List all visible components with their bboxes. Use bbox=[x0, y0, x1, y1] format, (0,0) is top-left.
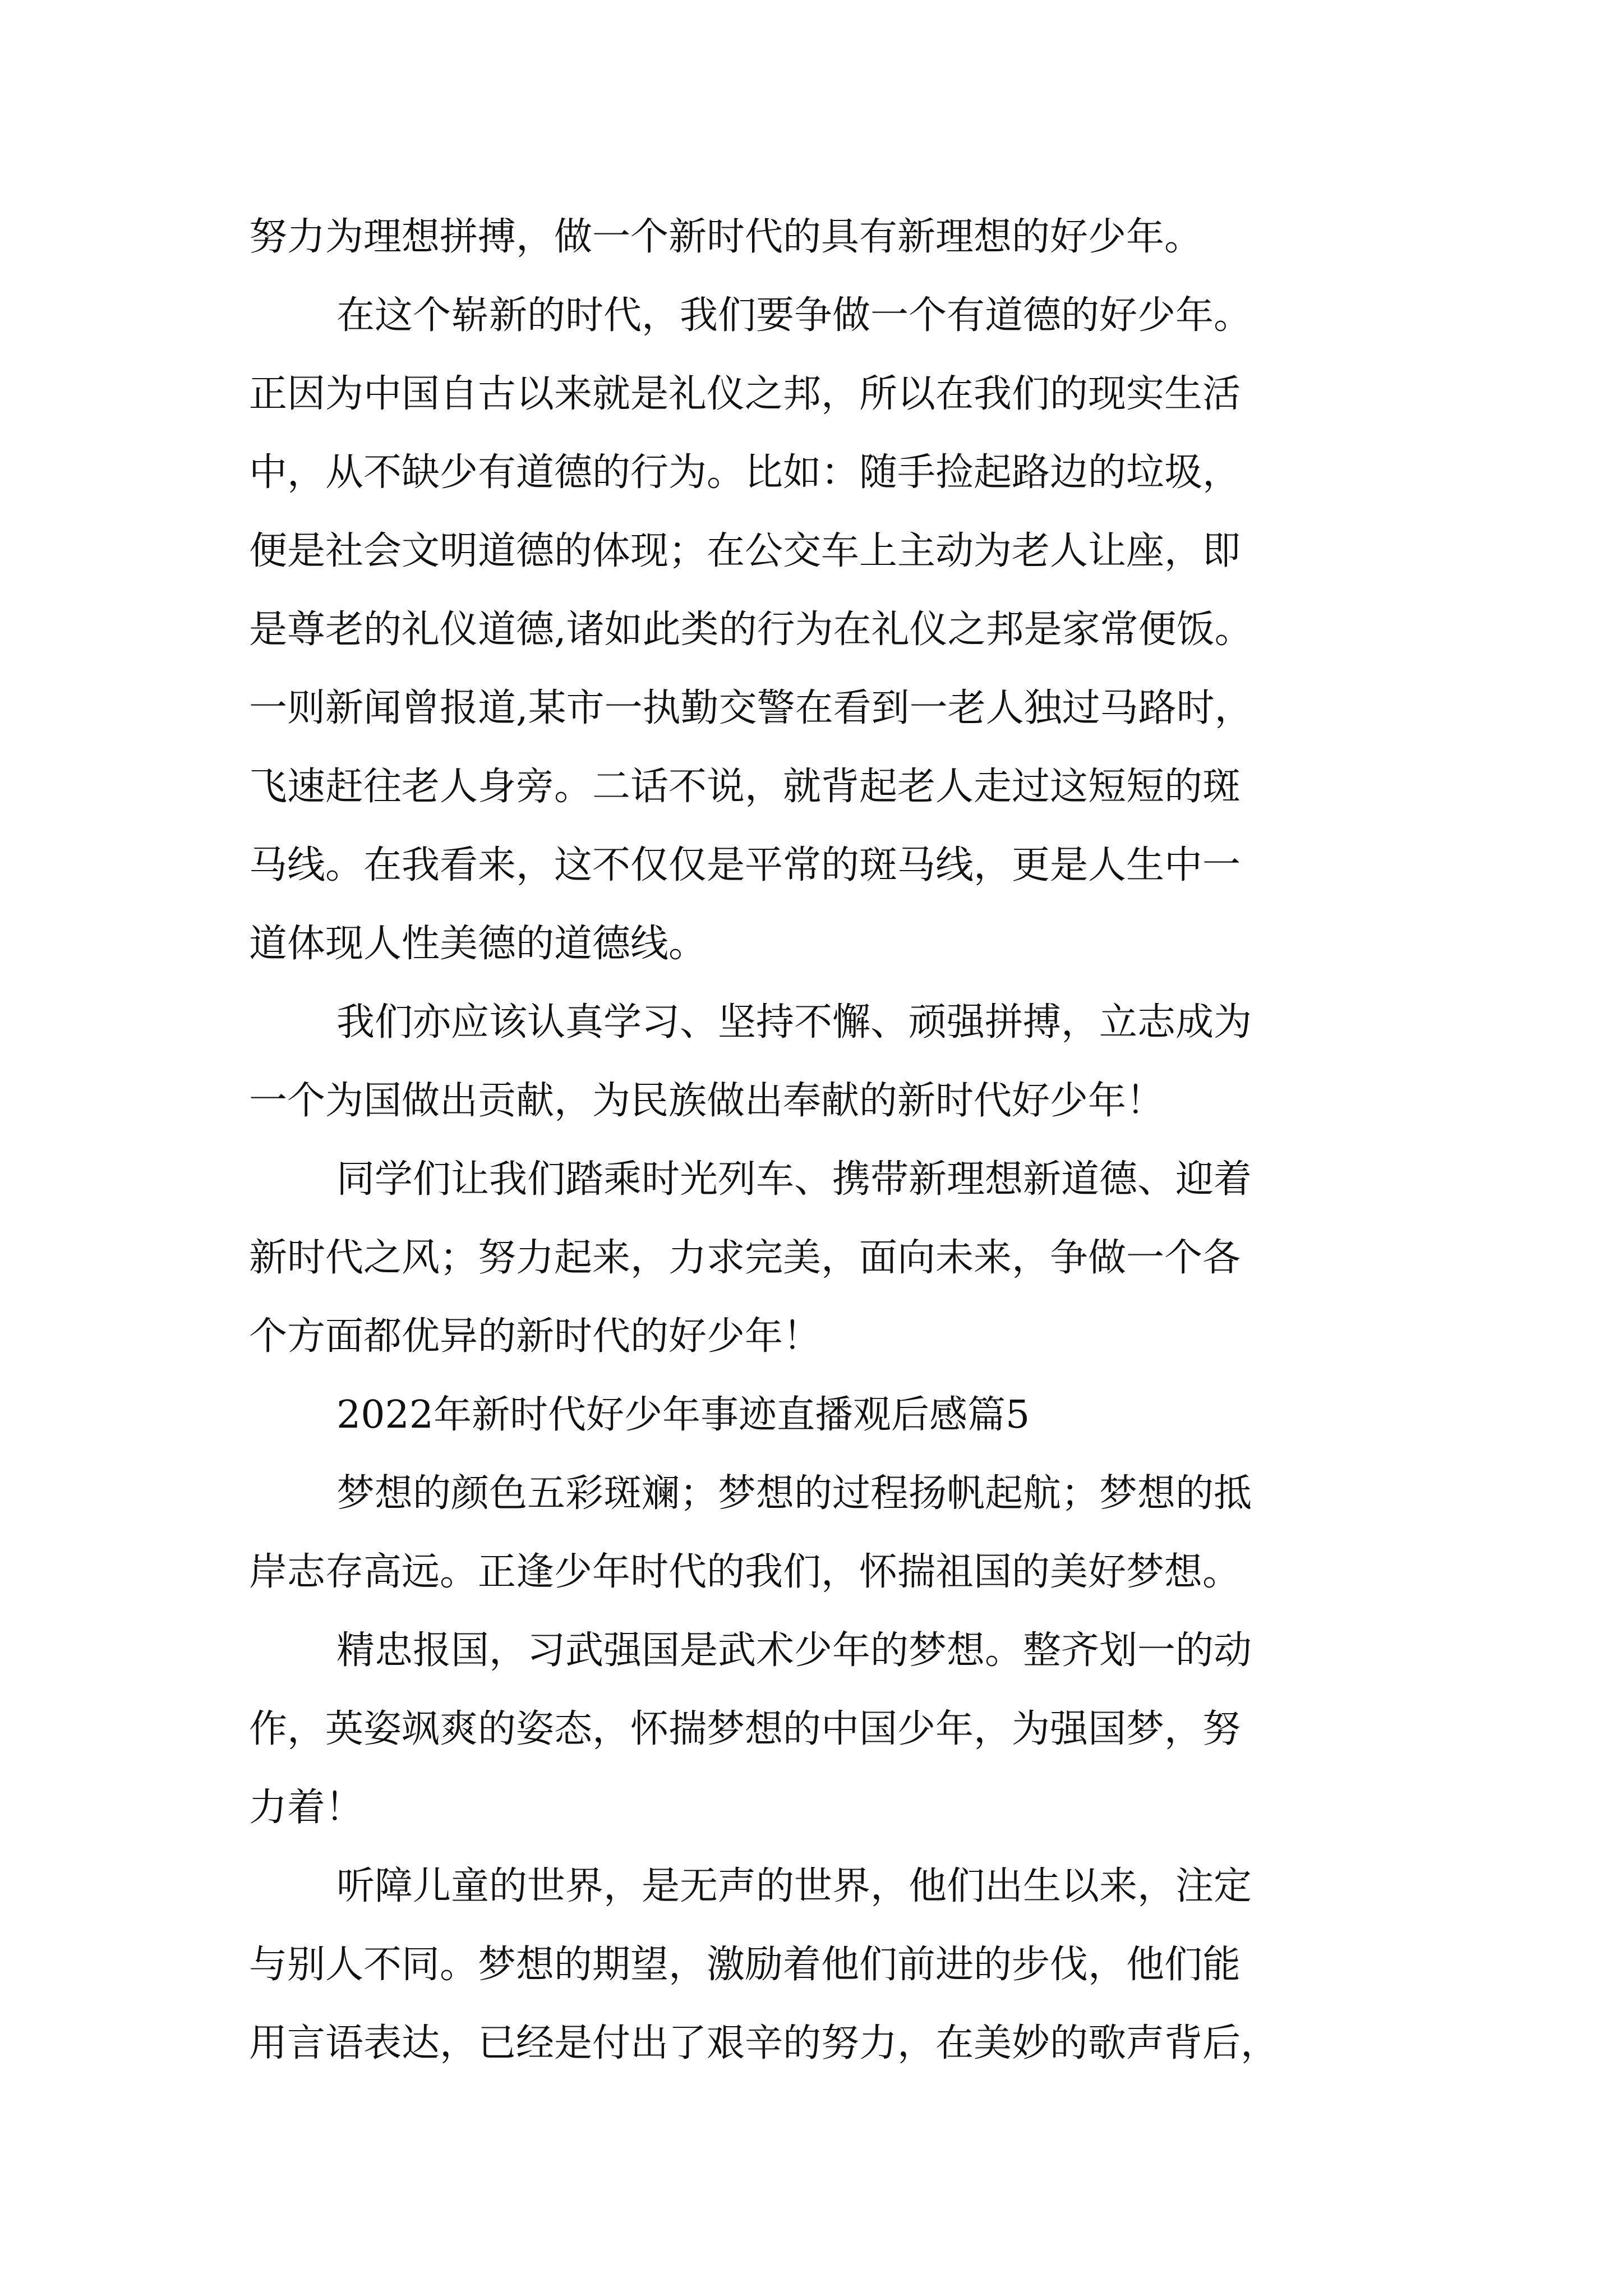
text-line: 一个为国做出贡献，为民族做出奉献的新时代好少年！ bbox=[249, 1079, 1165, 1123]
text-line: 飞速赶往老人身旁。二话不说，就背起老人走过这短短的斑 bbox=[249, 765, 1241, 809]
paragraph-start-line: 同学们让我们踏乘时光列车、携带新理想新道德、迎着 bbox=[336, 1157, 1252, 1202]
text-line: 作，英姿飒爽的姿态，怀揣梦想的中国少年，为强国梦，努 bbox=[249, 1707, 1241, 1751]
text-line: 新时代之风；努力起来，力求完美，面向未来，争做一个各 bbox=[249, 1236, 1241, 1280]
text-line: 马线。在我看来，这不仅仅是平常的斑马线，更是人生中一 bbox=[249, 843, 1241, 887]
paragraph-start-line: 梦想的颜色五彩斑斓；梦想的过程扬帆起航；梦想的抵 bbox=[336, 1471, 1252, 1516]
paragraph-start-line: 我们亦应该认真学习、坚持不懈、顽强拼搏，立志成为 bbox=[336, 1000, 1252, 1045]
text-line: 道体现人性美德的道德线。 bbox=[249, 922, 707, 966]
text-line: 用言语表达，已经是付出了艰辛的努力，在美妙的歌声背后， bbox=[249, 2021, 1279, 2065]
text-line: 岸志存高远。正逢少年时代的我们，怀揣祖国的美好梦想。 bbox=[249, 1550, 1241, 1594]
text-line: 便是社会文明道德的体现；在公交车上主动为老人让座，即 bbox=[249, 529, 1241, 573]
text-line: 与别人不同。梦想的期望，激励着他们前进的步伐，他们能 bbox=[249, 1943, 1241, 1987]
paragraph-start-line: 在这个崭新的时代，我们要争做一个有道德的好少年。 bbox=[336, 293, 1252, 338]
paragraph-start-line: 听障儿童的世界，是无声的世界，他们出生以来，注定 bbox=[336, 1864, 1252, 1908]
text-line: 是尊老的礼仪道德,诸如此类的行为在礼仪之邦是家常便饭。 bbox=[249, 608, 1253, 652]
paragraph-start-line: 精忠报国，习武强国是武术少年的梦想。整齐划一的动 bbox=[336, 1628, 1252, 1673]
text-line: 中，从不缺少有道德的行为。比如：随手捡起路边的垃圾， bbox=[249, 450, 1241, 495]
text-line: 力着！ bbox=[249, 1786, 364, 1830]
section-heading: 2022年新时代好少年事迹直播观后感篇5 bbox=[336, 1393, 1030, 1437]
text-line: 一则新闻曾报道,某市一执勤交警在看到一老人独过马路时， bbox=[249, 686, 1253, 730]
text-line: 努力为理想拼搏，做一个新时代的具有新理想的好少年。 bbox=[249, 215, 1203, 259]
text-line: 个方面都优异的新时代的好少年！ bbox=[249, 1314, 822, 1359]
text-line: 正因为中国自古以来就是礼仪之邦，所以在我们的现实生活 bbox=[249, 372, 1241, 416]
